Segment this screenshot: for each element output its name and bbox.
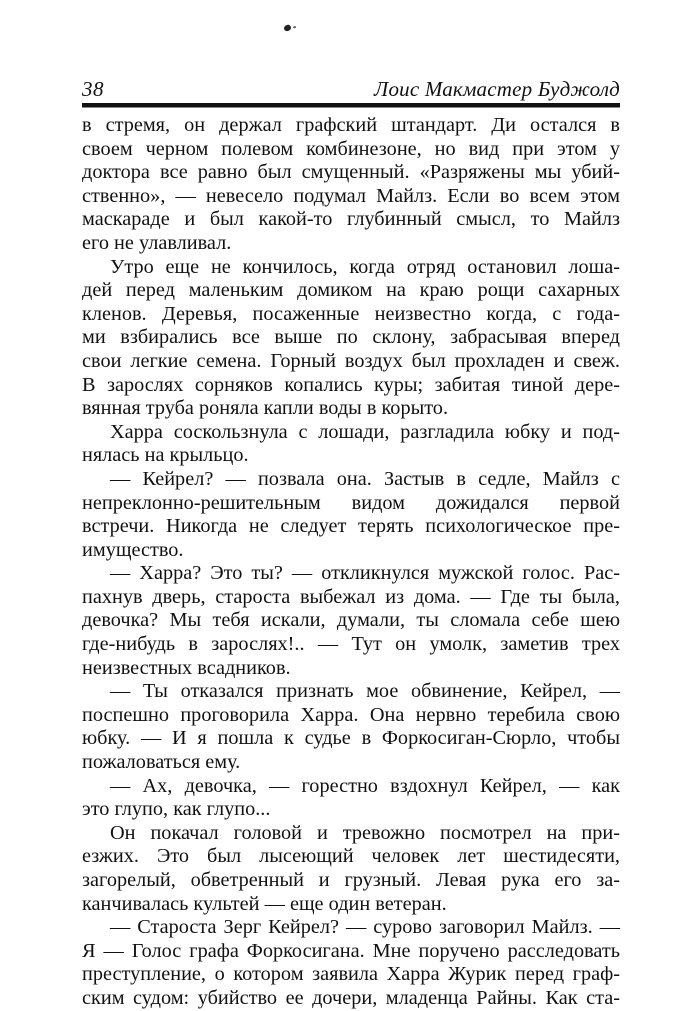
paragraph	[82, 114, 620, 256]
text-line: его не улавливал.	[82, 231, 232, 254]
text-line: канчивалась культей — еще один ветеран.	[82, 892, 447, 915]
text-line: неизвестных всадников.	[82, 656, 291, 679]
page-number: 38	[82, 77, 104, 101]
text-line: ми взбирались все выше по склону, забрасывая вперед	[82, 326, 620, 349]
text-line: езжих. Это был лысеющий человек лет шестидесяти,	[82, 845, 620, 868]
text-line: свои легкие семена. Горный воздух был прохладен и свеж.	[82, 349, 620, 372]
text-line: имущество.	[82, 538, 184, 561]
text-line: своем черном полевом комбинезоне, но вид при этом у	[82, 137, 620, 160]
body-text	[82, 114, 620, 1011]
text-line: В зарослях сорняков копались куры; забитая тиной дере-	[82, 373, 620, 396]
text-line: вянная труба роняла капли воды в корыто.	[82, 397, 449, 420]
text-line: маскараде и был какой-то глубинный смысл, то Майлз	[82, 208, 620, 231]
text-line: Утро еще не кончилось, когда отряд остановил лоша-	[110, 255, 620, 278]
paragraph	[82, 916, 620, 1010]
text-line: поспешно проговорила Харра. Она нервно теребила свою	[82, 703, 620, 726]
text-line: пахнув дверь, староста выбежал из дома. — Где ты была,	[82, 585, 620, 608]
text-line: встречи. Никогда не следует терять психологическое пре-	[82, 515, 620, 538]
text-line: пожаловаться ему.	[82, 751, 241, 774]
text-line: — Кейрел? — позвала она. Застыв в седле, Майлз с	[110, 467, 620, 490]
text-line: — Староста Зерг Кейрел? — сурово заговорил Майлз. —	[110, 916, 620, 939]
paragraph	[82, 562, 620, 680]
text-line: — Харра? Это ты? — откликнулся мужской голос. Рас-	[110, 562, 620, 585]
text-line: дей перед маленьким домиком на краю рощи сахарных	[82, 279, 620, 302]
running-head	[82, 75, 620, 101]
text-line: преступление, о котором заявила Харра Журик перед граф-	[82, 963, 620, 986]
scan-speck-ornament	[283, 24, 291, 32]
text-line: — Ах, девочка, — горестно вздохнул Кейрел, — как	[110, 774, 620, 797]
text-line: Я — Голос графа Форкосигана. Мне поручено расследовать	[82, 939, 620, 962]
text-line: нялась на крыльцо.	[82, 444, 249, 467]
text-line: Харра соскользнула с лошади, разгладила юбку и под-	[110, 420, 620, 443]
paragraph	[82, 680, 620, 774]
paragraph	[82, 822, 620, 916]
text-line: где-нибудь в зарослях!.. — Тут он умолк, заметив трех	[82, 633, 620, 656]
paragraph	[82, 775, 620, 822]
text-line: кленов. Деревья, посаженные неизвестно когда, с года-	[82, 302, 620, 325]
paragraph	[82, 468, 620, 562]
paragraph	[82, 256, 620, 421]
text-line: загорелый, обветренный и грузный. Левая рука его за-	[82, 869, 620, 891]
text-line: это глупо, как глупо...	[82, 798, 271, 821]
text-line: непреклонно-решительным видом дожидался первой	[82, 491, 620, 514]
text-line: девочка? Мы тебя искали, думали, ты сломала себе шею	[82, 609, 620, 632]
header-author: Лоис Макмастер Буджолд	[374, 77, 620, 101]
text-line: юбку. — И я пошла к судье в Форкосиган-Сюрло, чтобы	[82, 727, 620, 750]
text-line: ским судом: убийство ее дочери, младенца Райны. Как ста-	[82, 986, 620, 1009]
text-line: в стремя, он держал графский штандарт. Ди остался в	[82, 114, 620, 136]
header-rule	[82, 103, 620, 108]
text-line: ственно», — невесело подумал Майлз. Если во всем этом	[82, 184, 620, 207]
text-line: доктора все равно был смущенный. «Разряжены мы убий-	[82, 161, 620, 184]
paragraph	[82, 421, 620, 468]
text-line: Он покачал головой и тревожно посмотрел на при-	[110, 821, 620, 844]
text-line: — Ты отказался признать мое обвинение, Кейрел, —	[110, 680, 620, 703]
